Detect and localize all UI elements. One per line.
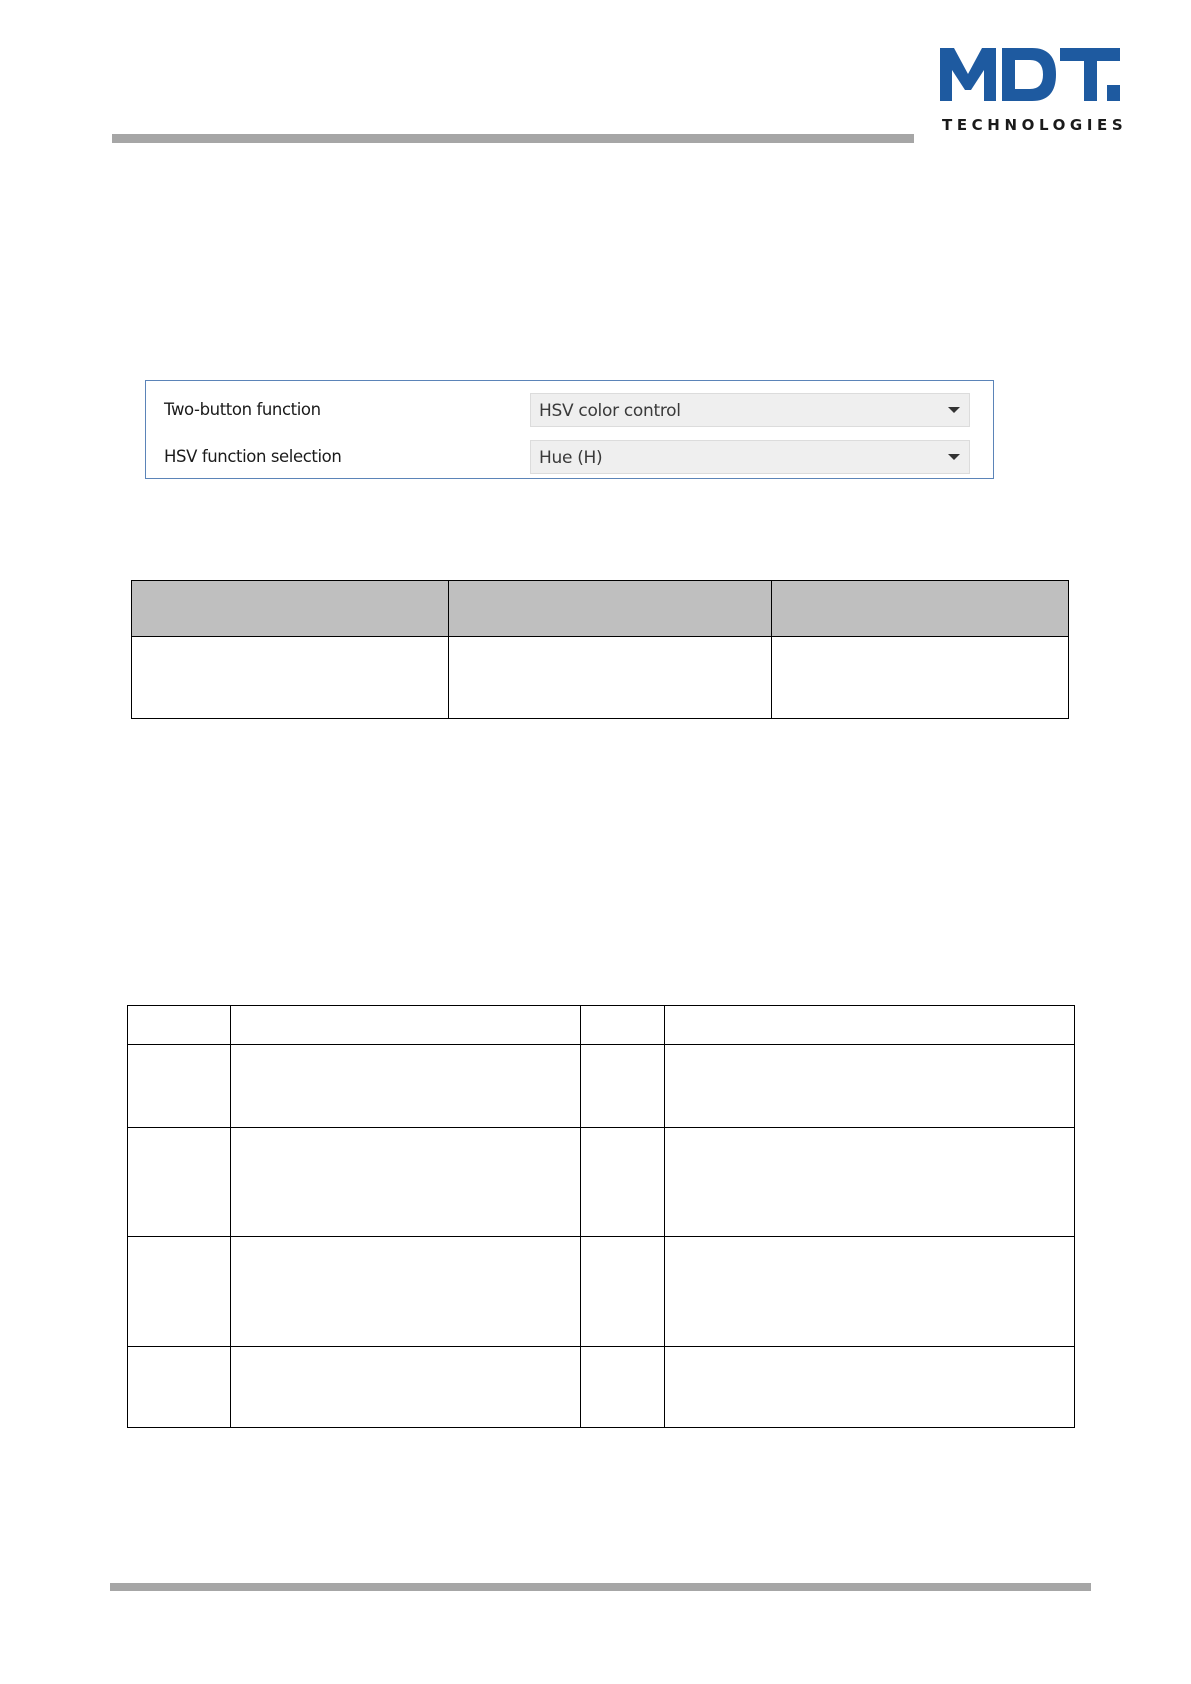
table-cell: [128, 1128, 231, 1237]
mdt-logo: [940, 44, 1128, 136]
table-header-cell: [665, 1006, 1075, 1045]
two-button-function-select[interactable]: [530, 393, 970, 427]
table-cell: [665, 1045, 1075, 1128]
table-cell: [772, 637, 1069, 719]
table-cell: [665, 1237, 1075, 1347]
table-cell: [581, 1128, 665, 1237]
table-header-cell: [449, 581, 772, 637]
table-row: [128, 1347, 1075, 1428]
param-row-two-button-function: [146, 391, 993, 427]
header-rule: [112, 134, 914, 143]
select-value: HSV color control: [539, 401, 681, 421]
table-cell: [231, 1237, 581, 1347]
table-row: [128, 1128, 1075, 1237]
logo-subtitle: TECHNOLOGIES: [942, 116, 1128, 134]
table-cell: [231, 1347, 581, 1428]
mdt-wordmark-graphic: [940, 44, 1120, 106]
parameter-dialog: [145, 380, 994, 479]
communication-objects-table: [127, 1005, 1075, 1428]
table-cell: [581, 1237, 665, 1347]
table-row: [128, 1045, 1075, 1128]
table-header-cell: [231, 1006, 581, 1045]
hsv-function-selection-select[interactable]: [530, 440, 970, 474]
table-header-row: [128, 1006, 1075, 1045]
chevron-down-icon[interactable]: [948, 454, 960, 460]
chevron-down-icon[interactable]: [948, 407, 960, 413]
table-cell: [231, 1045, 581, 1128]
footer-rule: [110, 1583, 1091, 1591]
table-cell: [128, 1045, 231, 1128]
table-header-cell: [132, 581, 449, 637]
table-cell: [665, 1128, 1075, 1237]
table-cell: [132, 637, 449, 719]
table-header-cell: [772, 581, 1069, 637]
settings-table: [131, 580, 1069, 719]
table-cell: [449, 637, 772, 719]
table-cell: [231, 1128, 581, 1237]
param-label: HSV function selection: [164, 447, 342, 466]
param-label: Two-button function: [164, 400, 321, 419]
table-row: [132, 637, 1069, 719]
table-cell: [665, 1347, 1075, 1428]
table-cell: [128, 1347, 231, 1428]
table-cell: [128, 1237, 231, 1347]
table-cell: [581, 1347, 665, 1428]
table-header-row: [132, 581, 1069, 637]
table-header-cell: [128, 1006, 231, 1045]
select-value: Hue (H): [539, 448, 603, 468]
table-cell: [581, 1045, 665, 1128]
table-header-cell: [581, 1006, 665, 1045]
table-row: [128, 1237, 1075, 1347]
param-row-hsv-function-selection: [146, 438, 993, 474]
